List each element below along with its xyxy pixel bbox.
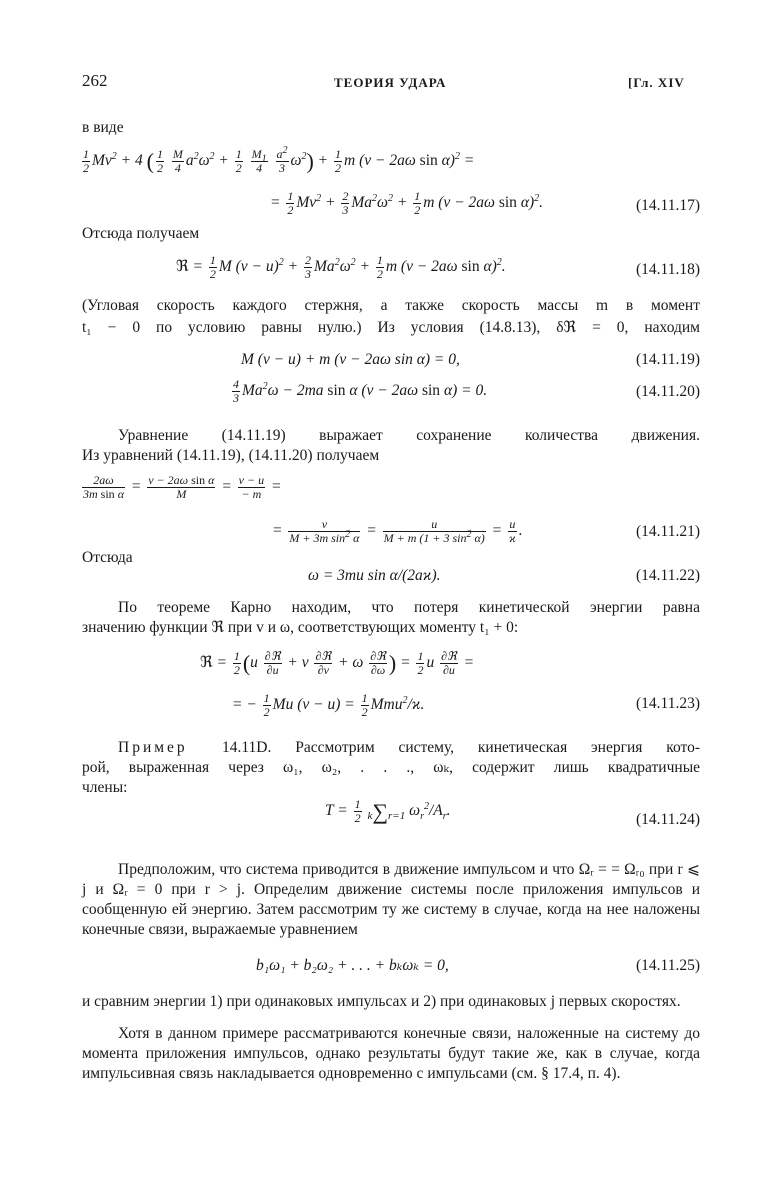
- example-line3: члены:: [82, 779, 128, 796]
- equation-number-18: (14.11.18): [636, 261, 700, 278]
- equation-17-line1: $\frac{1}{2}$ $Mv^2 + 4$ ( $\frac{1}{2}$ $\frac{M}{4}$ $a^2\omega^2$ + $\frac{1}{2}$ $\frac{M_1}{4}$ $\frac{a^2}{3}$ $\omega^2$) + $\frac{1}{2}$ m (v − 2aω sin α)$^2$ =: [83, 145, 475, 175]
- equation-20: $\frac{4}{3}$ $Ma^2\omega - 2ma$ sin α (v − 2aω sin α) = 0.: [233, 377, 488, 405]
- equation-21-line2: = $\frac{v}{M + 3m \sin^2 \alpha}$ = $\frac{u}{M + m (1 + 3 \sin^2 \alpha)}$ = $\frac{u}{ϰ}$ .: [272, 517, 523, 545]
- equation-number-19: (14.11.19): [636, 351, 700, 368]
- equation-24: T = $\frac{1}{2}$ k∑r=1 $\omega_r^2/A_r$.: [325, 797, 451, 825]
- running-title: ТЕОРИЯ УДАРА: [334, 75, 447, 90]
- paragraph-note-line2: t₁ − 0 по условию равны нулю.) Из условия (14.8.13), δℜ = 0, находим: [82, 319, 700, 336]
- equation-number-24: (14.11.24): [636, 811, 700, 828]
- equation-21-line1: $\frac{2a\omega}{\text{3m sin α}}$ = $\frac{\text{v − 2aω sin α}}{M}$ = $\frac{v - u}{- m}$ =: [83, 473, 282, 501]
- equation-number-21: (14.11.21): [636, 523, 700, 540]
- paragraph-carnot-line1: По теореме Карно находим, что потеря кинетической энергии равна: [118, 599, 700, 616]
- paragraph-assume: Предположим, что система приводится в движение импульсом и что Ωᵣ = = Ωᵣ₀ при r ⩽ j и Ωᵣ = 0 при r > j. Определим движение системы после приложения импульсов и сообщенную ей энергию. Затем рассмотрим ту же систему в случае, когда на нее наложены конечные связи, выражаемые уравнением: [82, 861, 700, 938]
- page-number: 262: [82, 71, 108, 90]
- paragraph-closing: Хотя в данном примере рассматриваются конечные связи, наложенные на систему до момента приложения импульсов, однако результаты будут такие же, как в случае, когда импульсивная связь накладывается одновременно с импульсами (см. § 17.4, п. 4).: [82, 1025, 700, 1082]
- equation-number-25: (14.11.25): [636, 957, 700, 974]
- equation-number-17: (14.11.17): [636, 197, 700, 214]
- equation-17-line2: = $\frac{1}{2}$ $Mv^2$ + $\frac{2}{3}$ $Ma^2\omega^2$ + $\frac{1}{2}$ m (v − 2aω sin α)$^2$.: [270, 189, 543, 217]
- equation-23-line2: = − $\frac{1}{2}$ Mu (v − u) = $\frac{1}{2}$ Mmu$^2$/ϰ.: [232, 691, 425, 719]
- equation-22: ω = 3mu sin α/(2aϰ).: [308, 567, 441, 584]
- paragraph-eq19-line2: Из уравнений (14.11.19), (14.11.20) получаем: [82, 447, 380, 464]
- text-hence: Отсюда: [82, 549, 133, 566]
- chapter-label: [Гл. XIV: [628, 75, 685, 90]
- equation-19: M (v − u) + m (v − 2aω sin α) = 0,: [241, 351, 460, 368]
- example-line2: рой, выраженная через ω₁, ω₂, . . ., ωₖ, содержит лишь квадратичные: [82, 759, 700, 776]
- paragraph-note-line1: (Угловая скорость каждого стержня, а также скорость массы m в момент: [82, 297, 700, 314]
- equation-number-23: (14.11.23): [636, 695, 700, 712]
- equation-number-22: (14.11.22): [636, 567, 700, 584]
- equation-18: ℜ = $\frac{1}{2}$ M $(v - u)^2$ + $\frac{2}{3}$ $Ma^2\omega^2$ + $\frac{1}{2}$ m (v − 2aω sin α)$^2$.: [176, 253, 506, 281]
- paragraph-eq19-line1: Уравнение (14.11.19) выражает сохранение количества движения.: [118, 427, 700, 444]
- example-line1: 14.11D. Рассмотрим систему, кинетическая энергия кото-: [222, 739, 700, 756]
- paragraph-carnot-line2: значению функции ℜ при v и ω, соответствующих моменту t₁ + 0:: [82, 619, 519, 636]
- equation-23-line1: ℜ = $\frac{1}{2}$ (u $\frac{\text{∂ℜ}}{\partial u}$ + v $\frac{\text{∂ℜ}}{\partial v}$ + ω $\frac{\text{∂ℜ}}{\partial\omega}$ ) = $\frac{1}{2}$ u $\frac{\text{∂ℜ}}{\partial u}$ =: [200, 649, 475, 677]
- text-in-form: в виде: [82, 119, 124, 136]
- equation-25: b₁ω₁ + b₂ω₂ + . . . + bₖωₖ = 0,: [256, 957, 449, 974]
- equation-number-20: (14.11.20): [636, 383, 700, 400]
- text-hence-we-get: Отсюда получаем: [82, 225, 200, 242]
- example-label: Пример: [118, 739, 188, 756]
- paragraph-compare: и сравним энергии 1) при одинаковых импульсах и 2) при одинаковых j первых скоростях.: [82, 993, 681, 1010]
